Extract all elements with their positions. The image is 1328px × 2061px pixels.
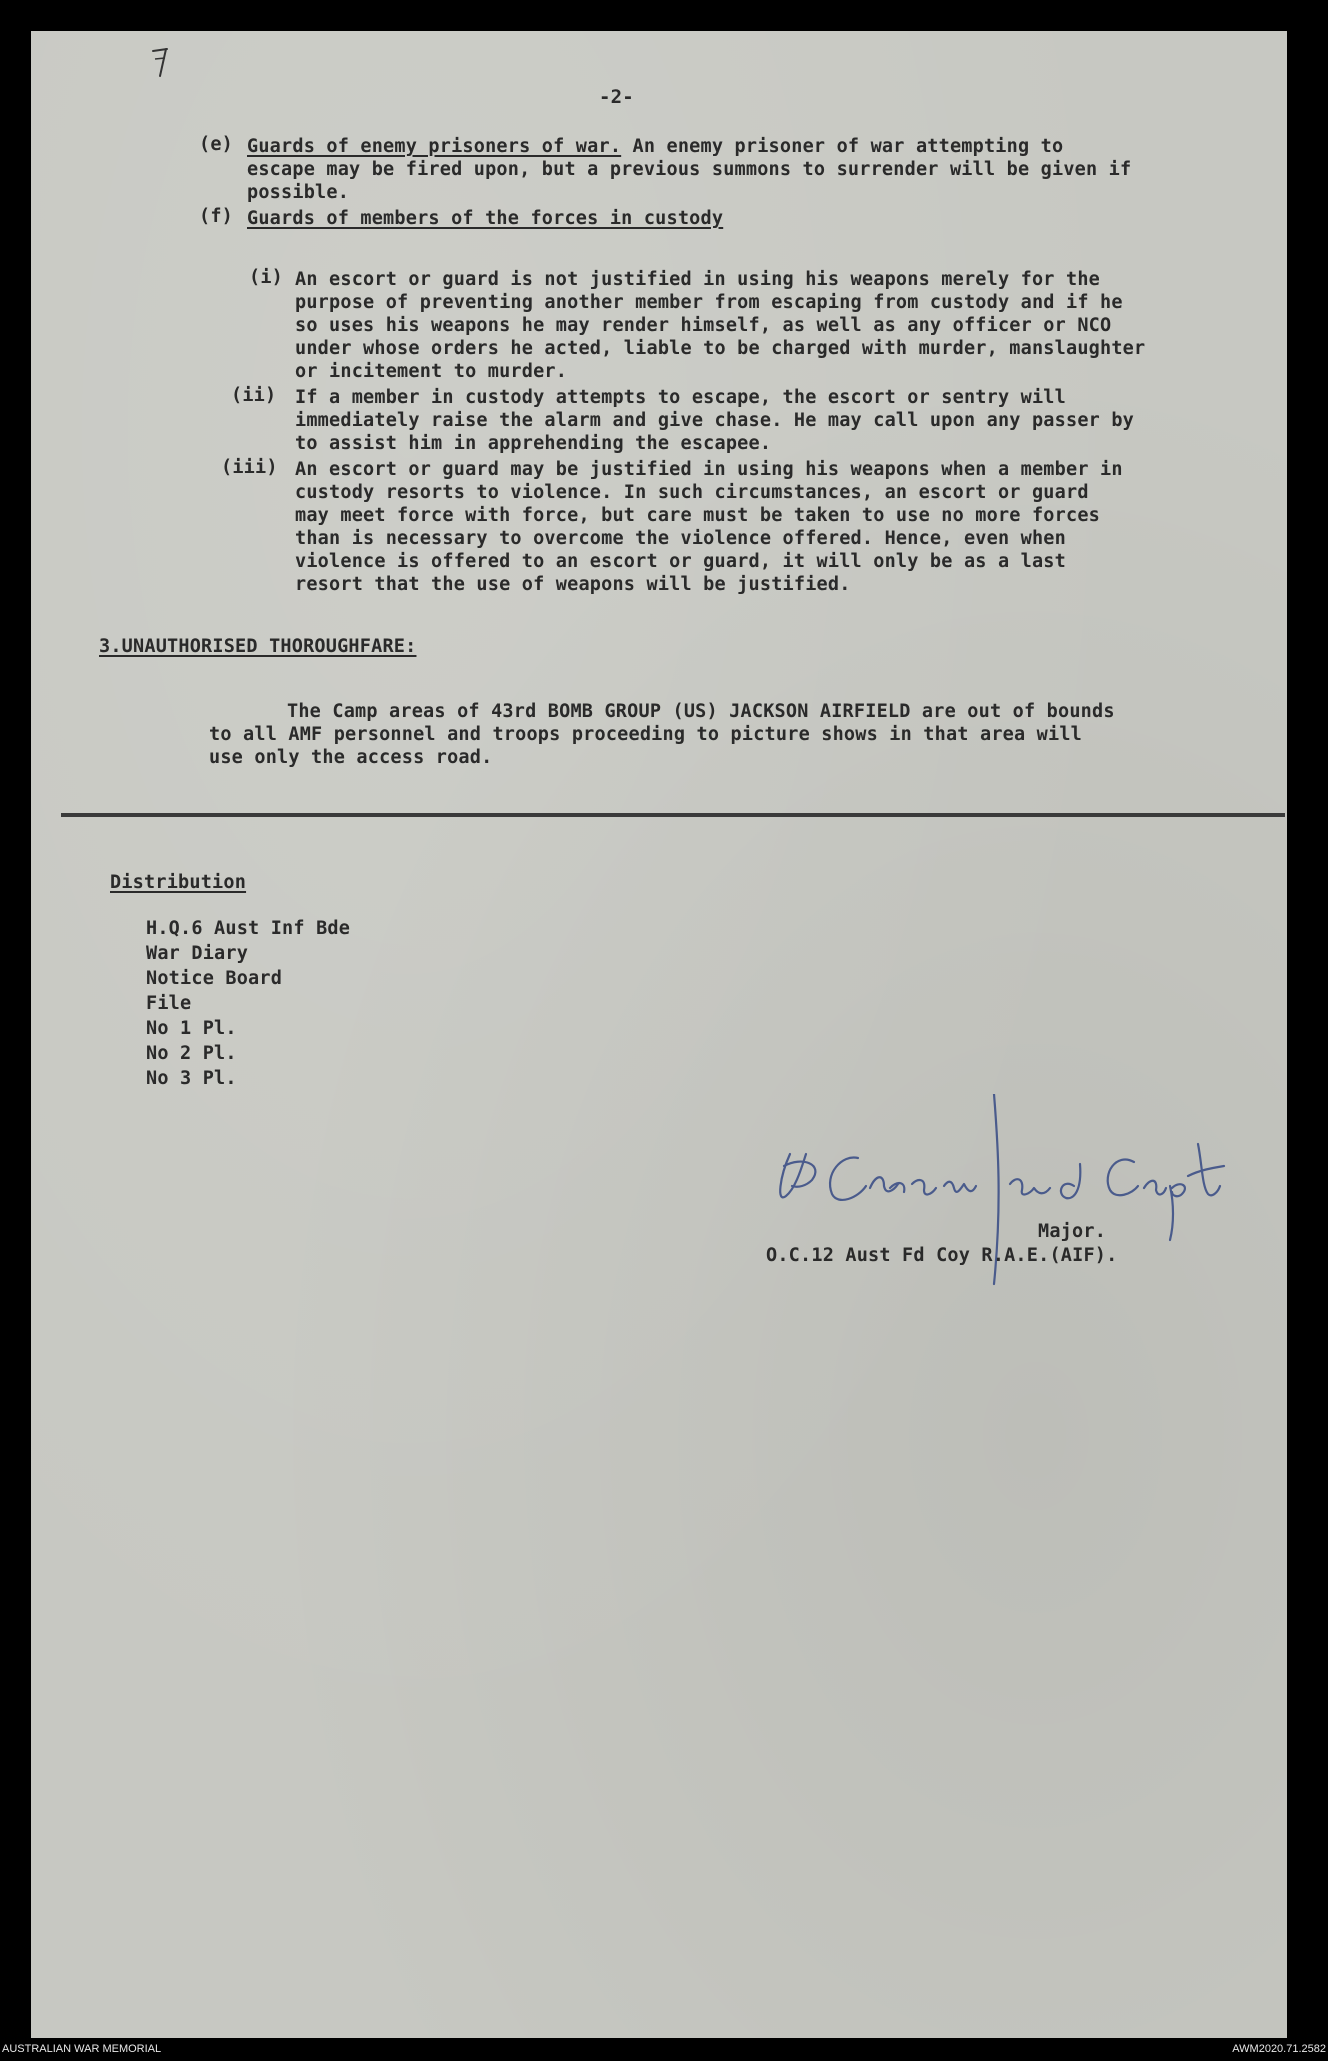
para-e-marker: (e) (199, 134, 234, 155)
item-i-line: purpose of preventing another member from escaping from custody and if he (295, 292, 1123, 313)
signatory-rank: Major. (1038, 1221, 1107, 1242)
distribution-item: No 1 Pl. (146, 1018, 237, 1039)
item-i-line: An escort or guard is not justified in using his weapons merely for the (295, 269, 1100, 290)
item-i-line: so uses his weapons he may render himself, as well as any officer or NCO (295, 315, 1112, 336)
item-ii-line: immediately raise the alarm and give chase. He may call upon any passer by (295, 410, 1135, 431)
para-e-line3: possible. (247, 182, 350, 203)
item-iii-line: resort that the use of weapons will be justified. (295, 574, 851, 595)
distribution-item: File (146, 993, 192, 1014)
distribution-item: Notice Board (146, 968, 283, 989)
distribution-item: War Diary (146, 943, 249, 964)
item-ii-marker: (ii) (231, 385, 277, 406)
item-iii-line: An escort or guard may be justified in using his weapons when a member in (295, 459, 1123, 480)
section-3-line: use only the access road. (209, 747, 493, 768)
item-i-line: under whose orders he acted, liable to be charged with murder, manslaughter (295, 338, 1146, 359)
footer-reference: AWM2020.71.2582 (1232, 2043, 1326, 2055)
item-iii-line: than is necessary to overcome the violence offered. Hence, even when (295, 528, 1066, 549)
item-i-marker: (i) (249, 267, 284, 288)
item-iii-line: may meet force with force, but care must be taken to use no more forces (295, 505, 1100, 526)
distribution-item: No 2 Pl. (146, 1043, 237, 1064)
para-e-line1-rest: An enemy prisoner of war attempting to (621, 136, 1064, 157)
item-i-line: or incitement to murder. (295, 361, 568, 382)
para-e-heading: Guards of enemy prisoners of war. (247, 136, 622, 157)
distribution-item: H.Q.6 Aust Inf Bde (146, 918, 351, 939)
section-3-line: to all AMF personnel and troops proceeding to picture shows in that area will (209, 724, 1083, 745)
item-iii-line: custody resorts to violence. In such circumstances, an escort or guard (295, 482, 1089, 503)
item-iii-marker: (iii) (221, 457, 278, 478)
item-ii-line: to assist him in apprehending the escapee. (295, 433, 772, 454)
distribution-item: No 3 Pl. (146, 1068, 237, 1089)
signatory-title: O.C.12 Aust Fd Coy R.A.E.(AIF). (766, 1245, 1118, 1266)
para-f-heading: Guards of members of the forces in custody (247, 208, 724, 229)
document-page (31, 31, 1287, 2038)
para-e-line2: escape may be fired upon, but a previous summons to surrender will be given if (247, 159, 1132, 180)
distribution-heading: Distribution (110, 872, 247, 893)
page-number: -2- (599, 86, 634, 108)
pencil-annotation (149, 43, 179, 79)
divider-rule (61, 813, 1285, 817)
section-3-heading: 3.UNAUTHORISED THOROUGHFARE: (99, 636, 417, 657)
para-e-line1 (247, 134, 1063, 159)
item-iii-line: violence is offered to an escort or guard, it will only be as a last (295, 551, 1066, 572)
para-f-marker: (f) (199, 206, 234, 227)
section-3-line: The Camp areas of 43rd BOMB GROUP (US) JACKSON AIRFIELD are out of bounds (287, 701, 1115, 722)
item-ii-line: If a member in custody attempts to escape, the escort or sentry will (295, 387, 1066, 408)
footer-source: AUSTRALIAN WAR MEMORIAL (2, 2043, 162, 2055)
